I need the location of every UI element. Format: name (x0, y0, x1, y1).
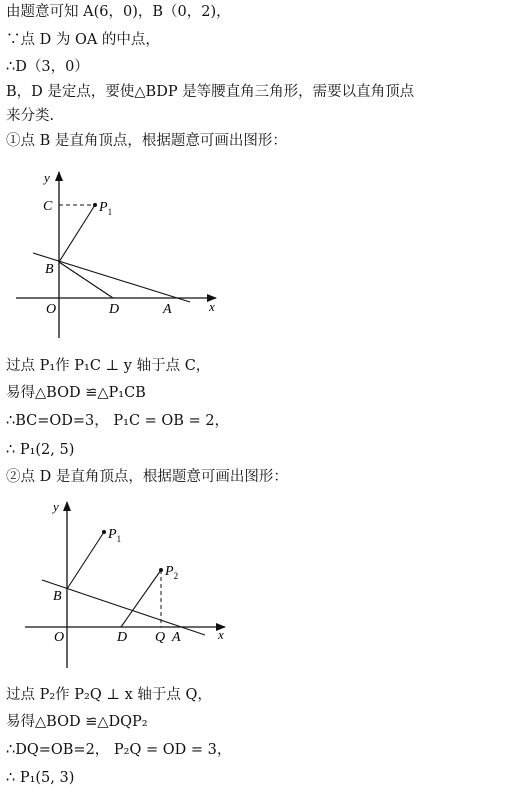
label-b: B (53, 589, 62, 604)
label-a: A (172, 630, 181, 645)
text-line-13: 易得△BOD ≌△DQP₂ (6, 714, 148, 730)
text-line-14: ∴DQ=OB=2， P₂Q = OD = 3， (6, 742, 232, 758)
segment-b-p1 (67, 532, 104, 589)
label-p1: $P_1$ (99, 200, 113, 217)
text-line-7: 过点 P₁作 P₁C ⊥ y 轴于点 C， (6, 358, 211, 374)
label-o: O (46, 302, 57, 317)
text-line-12: 过点 P₂作 P₂Q ⊥ x 轴于点 Q， (6, 687, 212, 703)
label-y: y (44, 170, 50, 185)
label-b: B (45, 262, 54, 277)
text-line-2: ∵点 D 为 OA 的中点， (6, 32, 160, 48)
text-line-8: 易得△BOD ≌△P₁CB (6, 385, 146, 401)
segment-b-p1 (59, 205, 95, 262)
label-x: x (218, 627, 224, 642)
text-line-11: ②点 D 是直角顶点，根据题意可画出图形： (6, 469, 288, 485)
figure-2-diagram (0, 495, 260, 675)
text-line-15: ∴ P₁(5, 3) (6, 770, 75, 786)
label-c: C (43, 199, 53, 214)
text-line-1: 由题意可知 A(6，0)，B（0，2)， (6, 4, 231, 20)
figure-1-diagram (0, 160, 260, 345)
label-d: D (109, 302, 120, 317)
text-line-3: ∴D（3，0） (6, 59, 89, 75)
text-line-6: ①点 B 是直角顶点，根据题意可画出图形： (6, 133, 287, 149)
label-x: x (209, 299, 215, 314)
label-p2: $P_2$ (165, 564, 179, 581)
segment-b-d (59, 262, 113, 298)
text-line-4: B，D 是定点，要使△BDP 是等腰直角三角形，需要以直角顶点 (6, 84, 415, 100)
label-y: y (53, 499, 59, 514)
line-b-a (33, 253, 190, 302)
label-p1: $P_1$ (108, 527, 122, 544)
label-a: A (163, 302, 172, 317)
text-line-5: 来分类. (6, 108, 55, 124)
text-line-9: ∴BC=OD=3， P₁C = OB = 2， (6, 413, 230, 429)
label-d: D (117, 630, 128, 645)
label-q: Q (155, 630, 166, 645)
point-p2 (159, 568, 163, 572)
text-line-10: ∴ P₁(2, 5) (6, 442, 75, 458)
label-o: O (54, 630, 65, 645)
point-p1 (102, 530, 106, 534)
point-p1 (93, 203, 97, 207)
